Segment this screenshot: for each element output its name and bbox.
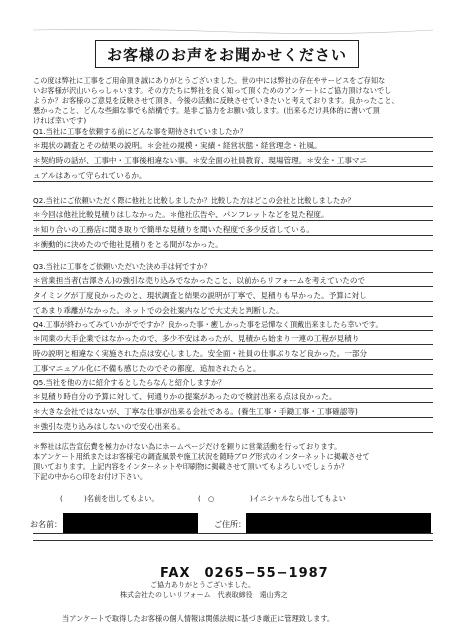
answer-line: ＊同業の大手企業ではなかったので、多少不安はあったが、見積から始まり一連の工程が見積り <box>33 334 360 343</box>
privacy-footer: 当アンケートで取得したお客様の個人情報は関係法規に基づき厳正に管理致します。 <box>62 614 335 623</box>
answer-line: ＊知り合いの工務店に聞き取りで簡単な見積りを聞いた程度で多少反省している。 <box>33 225 314 234</box>
notice-line: ＊弊社は広告宣伝費を極力かけない為にホームページだけを頼りに営業活動を行っております。 <box>33 442 342 451</box>
intro-line: ければ幸いです) <box>33 116 87 125</box>
fax-number: FAX 0265−55−1987 <box>160 566 329 581</box>
answer-line: ＊契約時の話が、工事中・工事後相違ない事。＊安全面の社員教育、現場管理。＊安全・工事マニ <box>33 156 368 165</box>
thanks-text: ご協力ありがとうございました。 <box>150 581 255 589</box>
answer-line: ュアルはあって守られているか。 <box>33 171 147 180</box>
name-label: お名前： <box>30 520 62 529</box>
option-name-open[interactable]: ( <box>60 494 63 503</box>
address-label: ご住所： <box>214 520 246 529</box>
header-scribble-area <box>33 8 433 38</box>
section-q3 <box>33 262 433 316</box>
answer-line: ＊営業担当者(吉澤さん)の強引な売り込みでなかったこと、以前からリフォームを考えていたので <box>33 276 366 285</box>
option-name-label: )名前を出してもよい。 <box>84 494 159 503</box>
company-signature: 株式会社たのしいリフォーム 代表取締役 遠山秀之 <box>120 591 288 599</box>
page-title: お客様のお声をお聞かせください <box>95 40 359 68</box>
notice-block <box>33 442 370 482</box>
notice-line: 本アンケート用紙またはお客様宅の調査風景や施工状況を随時ブログ形式のインターネットに掲載させて <box>33 452 370 461</box>
question-q3: Q3.当社に工事をご依頼いただいた決め手は何ですか？ <box>33 262 211 271</box>
answer-line: ＊現状の調査とその結果の説明。＊会社の規模・実績・経営状態・経営理念・社風。 <box>33 141 322 150</box>
option-initial-label: )イニシャルなら出してもよい <box>250 494 346 503</box>
redacted-name <box>63 513 198 533</box>
answer-line: ＊大きな会社ではないが、丁寧な仕事が出来る会社である。(養生工事・手鋤工事・工事確認等) <box>33 407 358 416</box>
answer-line: タイミングが丁度良かったのと、現状調査と結果の説明が丁寧で、見積りも早かった。予算に対し <box>33 291 367 300</box>
answer-line: ＊今回は他社比較見積りはしなかった。＊他社広告や、パンフレットなどを見た程度。 <box>33 210 329 219</box>
section-q5 <box>33 378 433 432</box>
question-q1: Q1.当社に工事を依頼する前にどんな事を期待されていましたか？ <box>33 127 247 136</box>
section-q1 <box>33 127 433 181</box>
answer-line: 工事マニュアル化に不備も感じたのでその都度、追加されたらと。 <box>33 364 261 373</box>
intro-block <box>33 76 399 126</box>
intro-line: ようか？お客様のご意見を反映させて頂き、今後の活動に反映させていきたいと考えております。良かったこと、 <box>33 96 399 105</box>
section-q2 <box>33 196 433 250</box>
section-q4 <box>33 320 433 374</box>
answer-line: ＊強引な売り込みはしないので安心出来る。 <box>33 422 185 431</box>
intro-line: この度は弊社に工事をご用命頂き誠にありがとうございました。世の中には弊社の存在やサービスをご存知な <box>33 76 386 85</box>
header-scribble <box>33 8 433 38</box>
redacted-address <box>246 513 431 533</box>
question-q4: Q4.工事が終わってみていかがでですか？良かった事・癒しかった事を忌憚なく頂戴出来ましたら幸いです。 <box>33 320 383 329</box>
question-q2: Q2.当社にご依頼いただく際に他社と比較しましたか？比較した方はどこの会社と比較しましたか？ <box>33 196 355 205</box>
answer-line: ＊衝動的に決めたので他社見積りをとる間がなかった。 <box>33 240 223 249</box>
notice-line: 頂いております。上記内容をインターネットや印刷物に掲載させて頂いてもよろしいでしょうか？ <box>33 462 349 471</box>
intro-line: いお客様が沢山いらっしゃいます。その方たちに弊社を良く知って頂くためのアンケートにご協力頂けないでし <box>33 86 392 95</box>
notice-line: 下記の中から○印をお付け下さい。 <box>33 472 148 481</box>
option-initial-open[interactable]: ( ○ <box>198 494 222 503</box>
answer-line: ＊見積り時自分の予算に対して、何通りかの提案があったので検討出来る点は良かった。 <box>33 392 337 401</box>
question-q5: Q5.当社を他の方に紹介するとしたらなんと紹介しますか？ <box>33 378 226 387</box>
answer-line: 時の説明と相違なく実施された点は安心しました。安全面・社員の仕事ぶりなど良かった。一部分 <box>33 349 368 358</box>
intro-line: 悪かったこと、どんな些細な事でも結構です。是非ご協力をお願い致します。(出来るだけ具体的に書いて頂 <box>33 106 380 115</box>
answer-line: てあまり乖離がなかった。ネットでの会社案内などで大丈夫と判断した。 <box>33 306 284 315</box>
